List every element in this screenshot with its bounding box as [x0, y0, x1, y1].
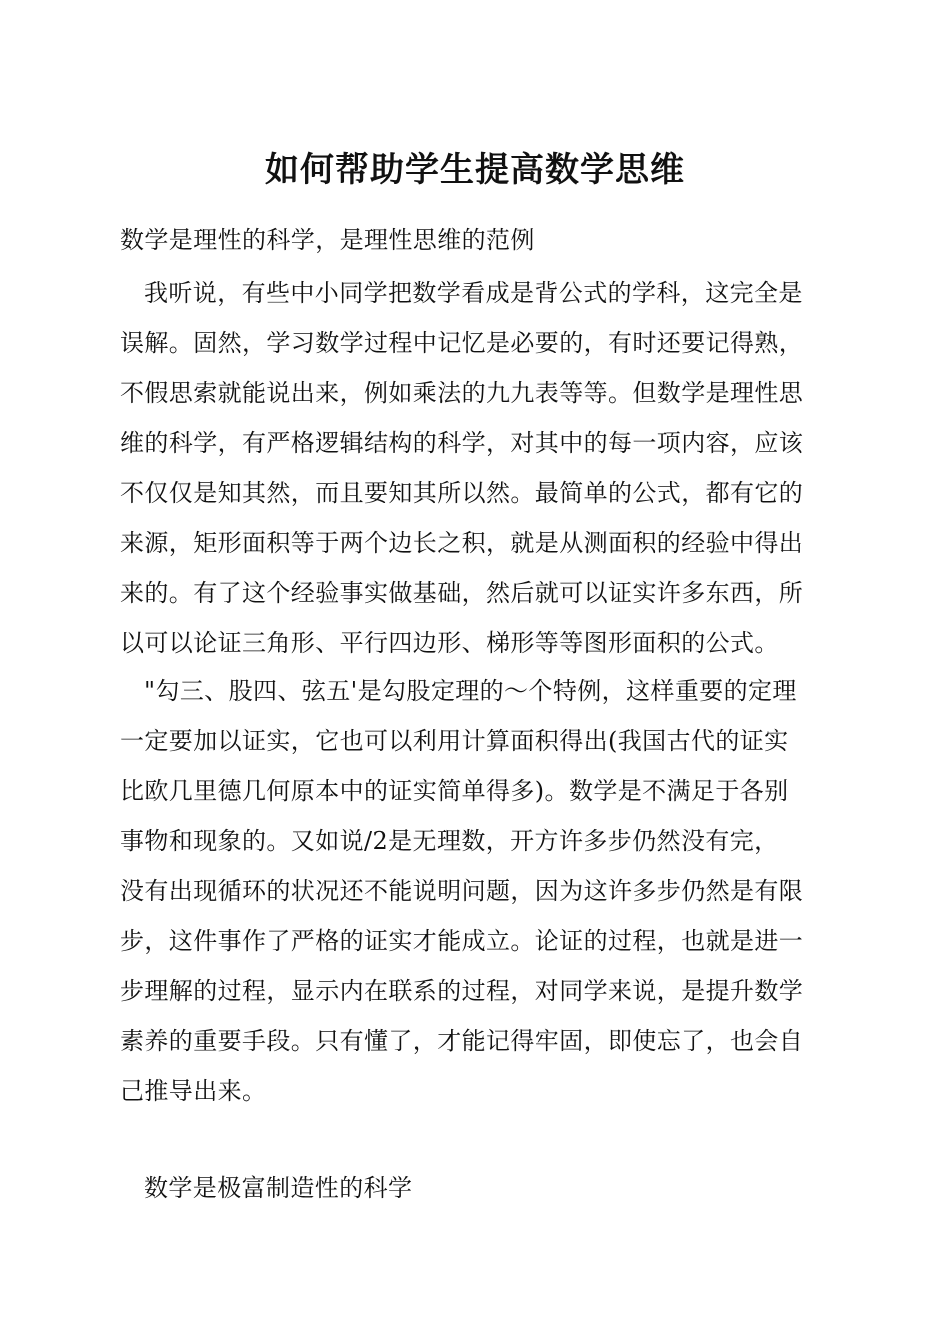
paragraph-line: 以可以论证三角形、平行四边形、梯形等等图形面积的公式。: [120, 629, 779, 657]
paragraph-line: 来的。有了这个经验事实做基础，然后就可以证实许多东西，所: [120, 579, 804, 607]
section-heading: 数学是极富制造性的科学: [144, 1174, 413, 1202]
paragraph-line: 比欧几里德几何原本中的证实简单得多)。数学是不满足于各别: [120, 777, 789, 805]
paragraph-line: "勾三、股四、弦五'是勾股定理的～个特例，这样重要的定理: [144, 677, 797, 705]
paragraph-line: 事物和现象的。又如说/2是无理数，开方许多步仍然没有完，: [120, 827, 779, 855]
paragraph-line: 步理解的过程，显示内在联系的过程，对同学来说，是提升数学: [120, 977, 804, 1005]
paragraph-line: 一定要加以证实，它也可以利用计算面积得出(我国古代的证实: [120, 727, 789, 755]
paragraph-line: 我听说，有些中小同学把数学看成是背公式的学科，这完全是: [144, 279, 803, 307]
paragraph-line: 没有出现循环的状况还不能说明问题，因为这许多步仍然是有限: [120, 877, 804, 905]
paragraph-line: 己推导出来。: [120, 1077, 267, 1105]
paragraph-line: 不仅仅是知其然，而且要知其所以然。最简单的公式，都有它的: [120, 479, 804, 507]
paragraph-line: 不假思索就能说出来，例如乘法的九九表等等。但数学是理性思: [120, 379, 804, 407]
document-title: 如何帮助学生提高数学思维: [265, 150, 685, 190]
paragraph-line: 来源，矩形面积等于两个边长之积，就是从测面积的经验中得出: [120, 529, 804, 557]
paragraph-line: 步，这件事作了严格的证实才能成立。论证的过程，也就是进一: [120, 927, 804, 955]
paragraph-line: 维的科学，有严格逻辑结构的科学，对其中的每一项内容，应该: [120, 429, 804, 457]
paragraph-line: 误解。固然，学习数学过程中记忆是必要的，有时还要记得熟，: [120, 329, 804, 357]
section-heading: 数学是理性的科学，是理性思维的范例: [120, 226, 535, 254]
paragraph-line: 素养的重要手段。只有懂了，才能记得牢固，即使忘了，也会自: [120, 1027, 804, 1055]
